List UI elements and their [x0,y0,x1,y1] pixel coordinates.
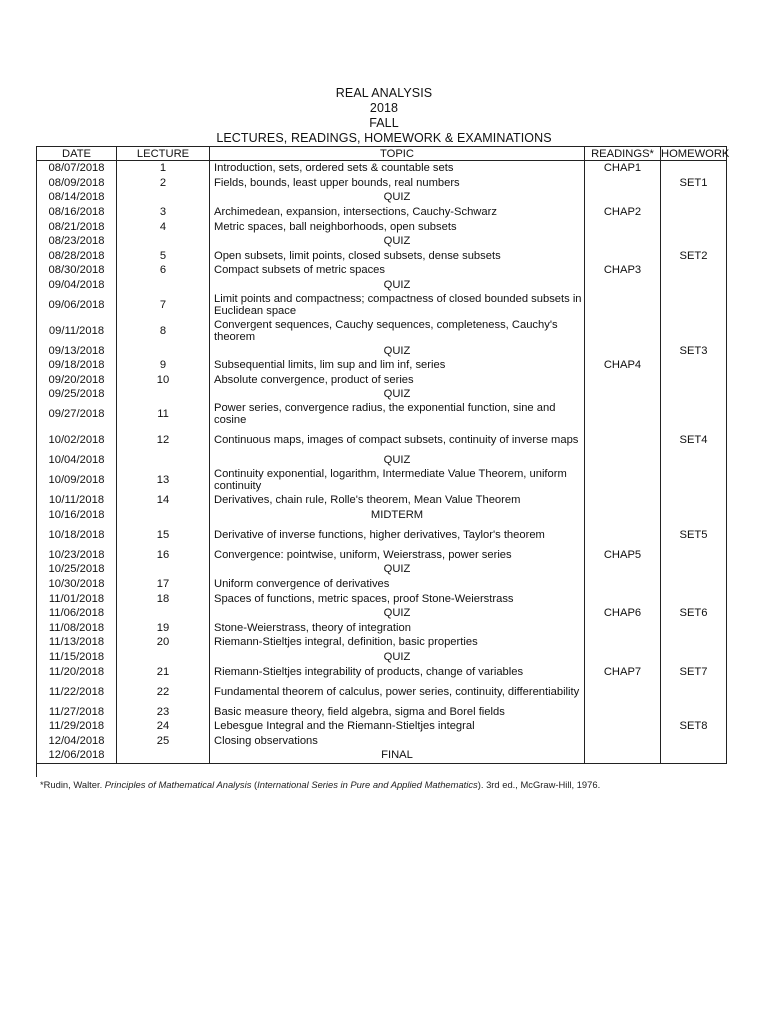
topic-cell: Archimedean, expansion, intersections, Cauchy-Schwarz [210,205,585,220]
date-cell: 10/16/2018 [37,507,117,522]
table-row [37,562,727,577]
readings-cell [585,467,661,493]
table-row [37,467,727,493]
readings-cell [585,190,661,205]
table-row [37,358,727,373]
table-row [37,679,727,705]
table-row [37,453,727,468]
readings-cell [585,650,661,665]
table-row [37,591,727,606]
homework-cell [661,635,727,650]
footnote-series: International Series in Pure and Applied Mathematics [257,779,478,790]
homework-cell [661,234,727,249]
date-cell: 08/23/2018 [37,234,117,249]
readings-cell [585,704,661,719]
footnote-suffix: ). 3rd ed., McGraw-Hill, 1976. [477,779,601,790]
readings-cell [585,318,661,344]
homework-cell: SET4 [661,427,727,453]
lecture-cell [117,606,210,621]
readings-cell [585,219,661,234]
homework-cell [661,704,727,719]
table-row [37,263,727,278]
readings-cell: CHAP1 [585,161,661,176]
lecture-cell [117,507,210,522]
lecture-cell: 12 [117,427,210,453]
topic-cell: MIDTERM [210,507,585,522]
topic-cell: QUIZ [210,343,585,358]
readings-cell [585,577,661,592]
homework-cell: SET5 [661,522,727,548]
date-cell: 11/08/2018 [37,620,117,635]
lecture-cell: 19 [117,620,210,635]
homework-cell: SET3 [661,343,727,358]
date-cell: 12/04/2018 [37,734,117,749]
homework-cell [661,562,727,577]
readings-cell [585,635,661,650]
lecture-cell: 18 [117,591,210,606]
homework-cell [661,620,727,635]
topic-cell: QUIZ [210,606,585,621]
table-row [37,176,727,191]
table-row [37,650,727,665]
date-cell: 10/11/2018 [37,493,117,508]
table-edge-line [36,763,37,777]
date-cell: 08/30/2018 [37,263,117,278]
readings-cell [585,402,661,428]
topic-cell: Fundamental theorem of calculus, power series, continuity, differentiability [210,679,585,705]
lecture-cell: 25 [117,734,210,749]
header-topic: TOPIC [210,147,585,161]
lecture-cell: 5 [117,249,210,264]
lecture-cell: 20 [117,635,210,650]
date-cell: 09/04/2018 [37,278,117,293]
table-row [37,548,727,563]
lecture-cell: 24 [117,719,210,734]
topic-cell: Stone-Weierstrass, theory of integration [210,620,585,635]
readings-cell: CHAP6 [585,606,661,621]
table-row [37,427,727,453]
date-cell: 11/01/2018 [37,591,117,606]
readings-cell: CHAP2 [585,205,661,220]
lecture-cell [117,278,210,293]
topic-cell: Power series, convergence radius, the exponential function, sine and cosine [210,402,585,428]
lecture-cell: 2 [117,176,210,191]
lecture-cell: 13 [117,467,210,493]
header-homework: HOMEWORK [661,147,730,160]
topic-cell: Fields, bounds, least upper bounds, real numbers [210,176,585,191]
schedule-subtitle: LECTURES, READINGS, HOMEWORK & EXAMINATIONS [216,131,552,145]
topic-cell: QUIZ [210,562,585,577]
readings-cell [585,591,661,606]
date-cell: 11/20/2018 [37,664,117,679]
homework-cell [661,548,727,563]
date-cell: 09/27/2018 [37,402,117,428]
date-cell: 09/18/2018 [37,358,117,373]
date-cell: 10/02/2018 [37,427,117,453]
readings-cell [585,748,661,763]
schedule-body [37,161,727,764]
homework-cell [661,453,727,468]
readings-cell [585,453,661,468]
lecture-cell: 1 [117,161,210,176]
course-term: FALL [369,116,399,130]
header-readings: READINGS* [585,147,661,161]
readings-cell: CHAP3 [585,263,661,278]
homework-cell [661,358,727,373]
footnote-book-title: Principles of Mathematical Analysis [104,779,252,790]
table-row [37,734,727,749]
homework-cell [661,402,727,428]
topic-cell: Spaces of functions, metric spaces, proof Stone-Weierstrass [210,591,585,606]
topic-cell: QUIZ [210,650,585,665]
lecture-cell [117,453,210,468]
table-row [37,577,727,592]
homework-cell: SET2 [661,249,727,264]
readings-cell [585,562,661,577]
topic-cell: Continuity exponential, logarithm, Intermediate Value Theorem, uniform continuity [210,467,585,493]
readings-cell: CHAP7 [585,664,661,679]
topic-cell: QUIZ [210,278,585,293]
schedule-table [36,146,730,764]
readings-cell [585,373,661,388]
document-title [0,86,768,146]
topic-cell: Closing observations [210,734,585,749]
homework-cell [661,161,727,176]
lecture-cell: 8 [117,318,210,344]
date-cell: 09/06/2018 [37,292,117,318]
lecture-cell [117,343,210,358]
table-row [37,748,727,763]
homework-cell: SET1 [661,176,727,191]
homework-cell [661,734,727,749]
date-cell: 09/25/2018 [37,387,117,402]
date-cell: 11/15/2018 [37,650,117,665]
header-date: DATE [37,147,117,161]
homework-cell [661,205,727,220]
homework-cell [661,278,727,293]
readings-cell [585,176,661,191]
table-row [37,493,727,508]
topic-cell: Derivative of inverse functions, higher derivatives, Taylor's theorem [210,522,585,548]
homework-cell [661,318,727,344]
lecture-cell [117,562,210,577]
date-cell: 09/13/2018 [37,343,117,358]
course-year: 2018 [369,101,399,115]
topic-cell: Lebesgue Integral and the Riemann-Stieltjes integral [210,719,585,734]
readings-cell [585,493,661,508]
lecture-cell: 4 [117,219,210,234]
homework-cell [661,577,727,592]
readings-cell [585,343,661,358]
date-cell: 08/14/2018 [37,190,117,205]
topic-cell: QUIZ [210,453,585,468]
table-row [37,292,727,318]
readings-cell [585,427,661,453]
readings-cell [585,507,661,522]
table-row [37,278,727,293]
topic-cell: Open subsets, limit points, closed subsets, dense subsets [210,249,585,264]
readings-cell [585,734,661,749]
homework-cell [661,650,727,665]
topic-cell: Compact subsets of metric spaces [210,263,585,278]
readings-cell [585,249,661,264]
date-cell: 08/21/2018 [37,219,117,234]
homework-cell [661,373,727,388]
topic-cell: QUIZ [210,190,585,205]
homework-cell [661,591,727,606]
homework-cell [661,748,727,763]
date-cell: 10/09/2018 [37,467,117,493]
table-row [37,190,727,205]
topic-cell: QUIZ [210,234,585,249]
date-cell: 11/13/2018 [37,635,117,650]
table-row [37,620,727,635]
homework-cell [661,493,727,508]
topic-cell: Continuous maps, images of compact subsets, continuity of inverse maps [210,427,585,453]
table-row [37,387,727,402]
lecture-cell [117,748,210,763]
table-row [37,205,727,220]
table-row [37,249,727,264]
date-cell: 10/04/2018 [37,453,117,468]
readings-cell [585,292,661,318]
homework-cell [661,263,727,278]
table-row [37,522,727,548]
lecture-cell: 3 [117,205,210,220]
lecture-cell: 17 [117,577,210,592]
date-cell: 10/18/2018 [37,522,117,548]
homework-cell [661,467,727,493]
topic-cell: QUIZ [210,387,585,402]
date-cell: 10/25/2018 [37,562,117,577]
topic-cell: FINAL [210,748,585,763]
schedule-table-container [36,146,730,764]
readings-cell [585,719,661,734]
lecture-cell [117,190,210,205]
lecture-cell [117,650,210,665]
date-cell: 08/16/2018 [37,205,117,220]
date-cell: 11/27/2018 [37,704,117,719]
lecture-cell: 16 [117,548,210,563]
homework-cell: SET8 [661,719,727,734]
table-row [37,635,727,650]
footnote-open-paren: ( [251,779,258,790]
readings-cell [585,522,661,548]
footnote [40,779,600,790]
date-cell: 09/11/2018 [37,318,117,344]
topic-cell: Convergent sequences, Cauchy sequences, completeness, Cauchy's theorem [210,318,585,344]
footnote-prefix: *Rudin, Walter. [40,779,105,790]
homework-cell [661,387,727,402]
date-cell: 08/28/2018 [37,249,117,264]
topic-cell: Subsequential limits, lim sup and lim inf, series [210,358,585,373]
topic-cell: Derivatives, chain rule, Rolle's theorem, Mean Value Theorem [210,493,585,508]
table-row [37,606,727,621]
topic-cell: Riemann-Stieltjes integrability of products, change of variables [210,664,585,679]
lecture-cell: 6 [117,263,210,278]
topic-cell: Absolute convergence, product of series [210,373,585,388]
table-header-row [37,147,727,161]
readings-cell [585,387,661,402]
table-row [37,234,727,249]
date-cell: 08/09/2018 [37,176,117,191]
homework-cell [661,292,727,318]
readings-cell [585,620,661,635]
table-row [37,343,727,358]
table-row [37,664,727,679]
homework-cell [661,507,727,522]
topic-cell: Riemann-Stieltjes integral, definition, basic properties [210,635,585,650]
date-cell: 10/30/2018 [37,577,117,592]
table-row [37,219,727,234]
lecture-cell: 23 [117,704,210,719]
topic-cell: Limit points and compactness; compactness of closed bounded subsets in Euclidean space [210,292,585,318]
lecture-cell [117,387,210,402]
lecture-cell: 14 [117,493,210,508]
homework-cell [661,190,727,205]
lecture-cell: 11 [117,402,210,428]
readings-cell [585,234,661,249]
table-row [37,161,727,176]
topic-cell: Basic measure theory, field algebra, sigma and Borel fields [210,704,585,719]
date-cell: 11/06/2018 [37,606,117,621]
topic-cell: Uniform convergence of derivatives [210,577,585,592]
lecture-cell [117,234,210,249]
lecture-cell: 21 [117,664,210,679]
date-cell: 12/06/2018 [37,748,117,763]
date-cell: 11/22/2018 [37,679,117,705]
topic-cell: Introduction, sets, ordered sets & countable sets [210,161,585,176]
readings-cell [585,278,661,293]
date-cell: 10/23/2018 [37,548,117,563]
table-row [37,719,727,734]
date-cell: 11/29/2018 [37,719,117,734]
table-row [37,507,727,522]
homework-cell [661,679,727,705]
table-row [37,373,727,388]
table-row [37,318,727,344]
header-lecture: LECTURE [117,147,210,161]
lecture-cell: 15 [117,522,210,548]
readings-cell: CHAP5 [585,548,661,563]
date-cell: 08/07/2018 [37,161,117,176]
lecture-cell: 7 [117,292,210,318]
homework-cell: SET6 [661,606,727,621]
table-row [37,704,727,719]
table-row [37,402,727,428]
topic-cell: Convergence: pointwise, uniform, Weierstrass, power series [210,548,585,563]
topic-cell: Metric spaces, ball neighborhoods, open subsets [210,219,585,234]
readings-cell [585,679,661,705]
homework-cell [661,219,727,234]
lecture-cell: 22 [117,679,210,705]
homework-cell: SET7 [661,664,727,679]
date-cell: 09/20/2018 [37,373,117,388]
course-title: REAL ANALYSIS [335,86,433,100]
readings-cell: CHAP4 [585,358,661,373]
lecture-cell: 9 [117,358,210,373]
lecture-cell: 10 [117,373,210,388]
